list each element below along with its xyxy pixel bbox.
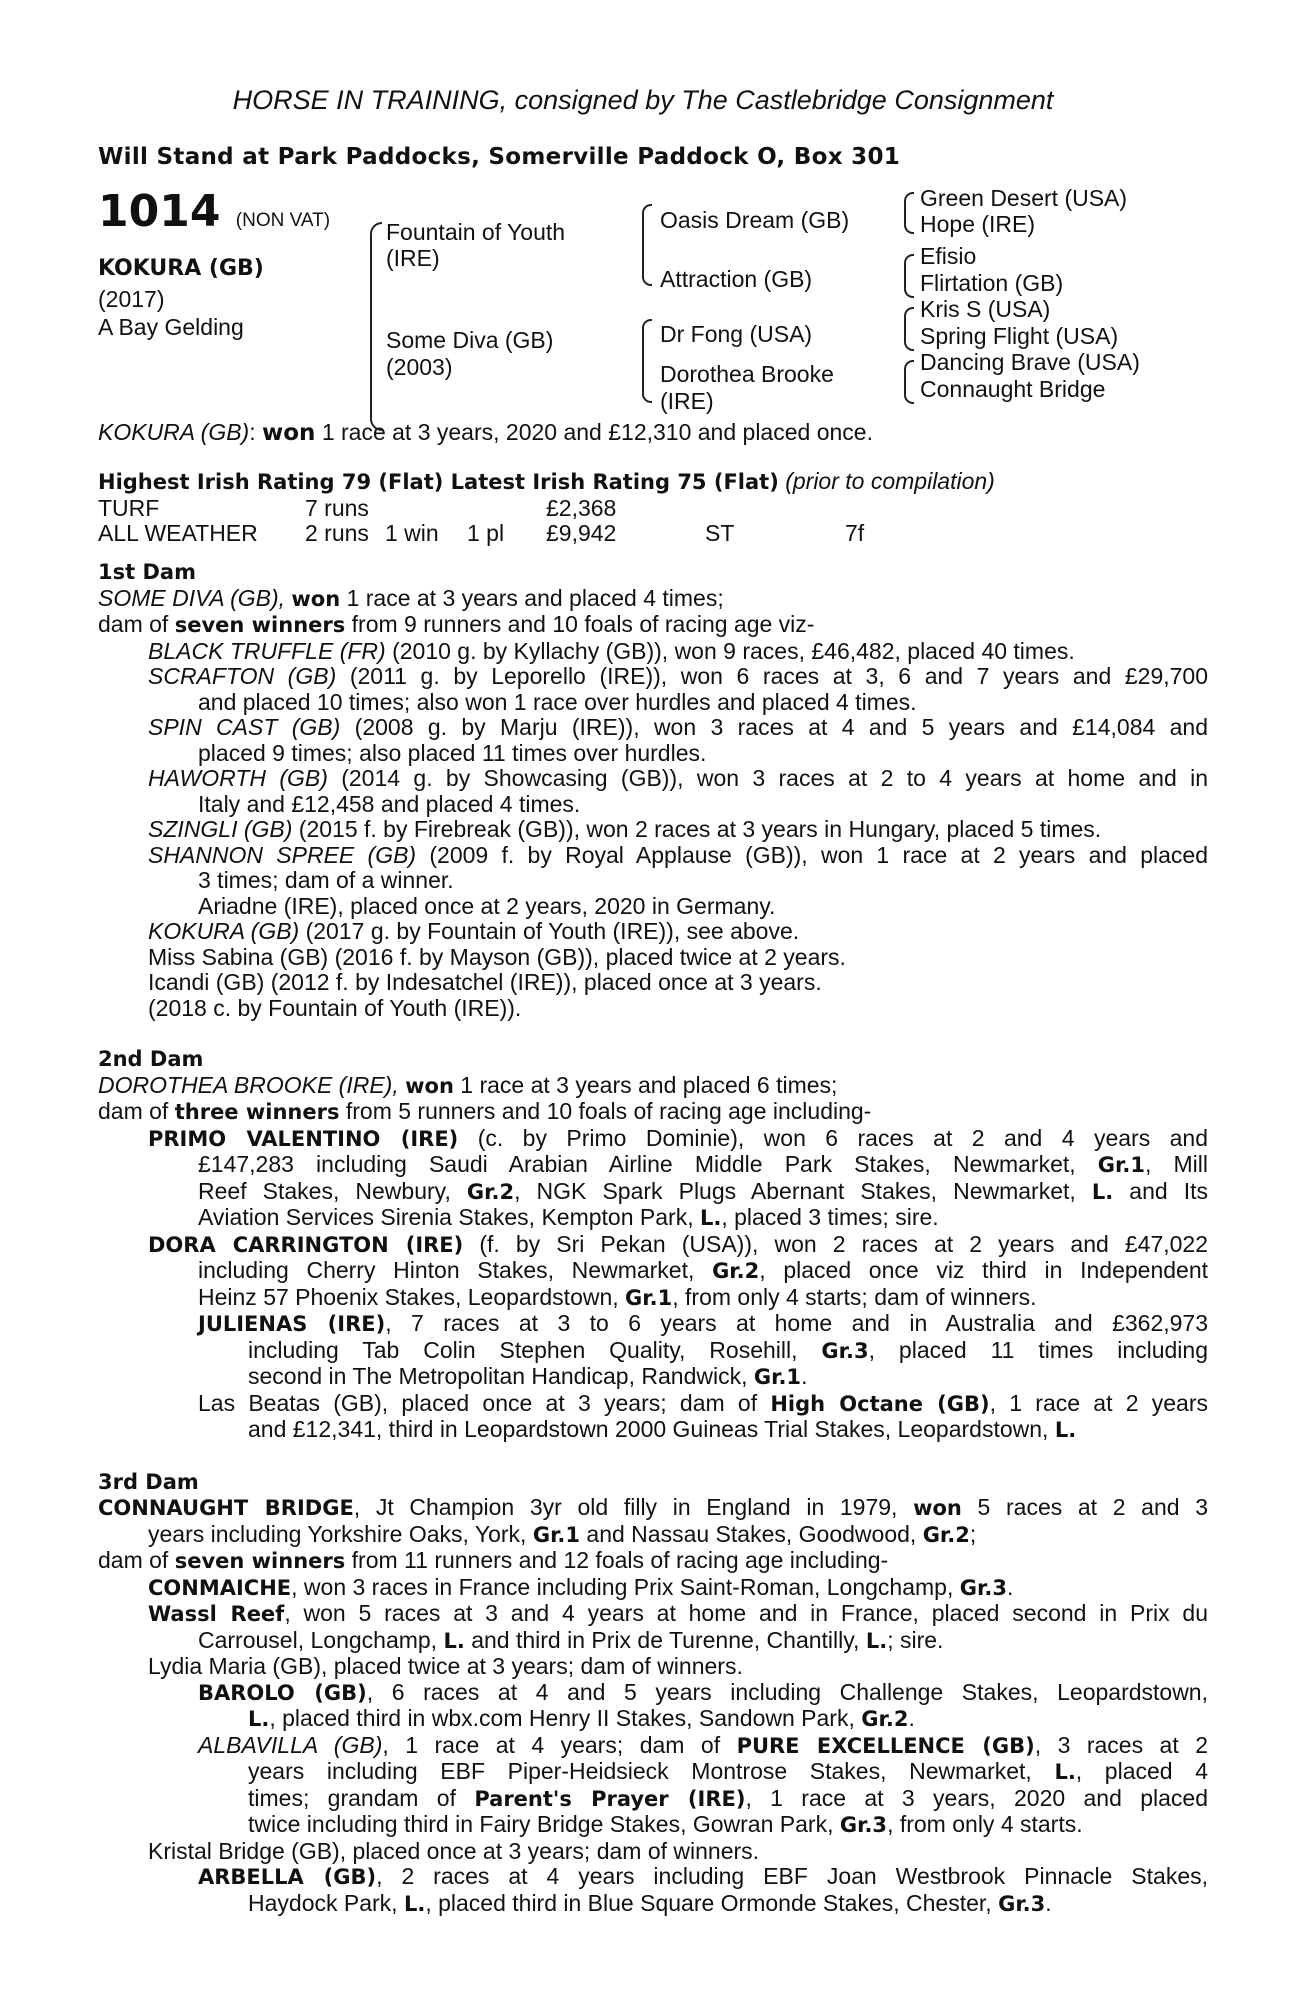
text-line: won	[291, 586, 341, 611]
text-line	[98, 1417, 1208, 1444]
gg-sss: Green Desert (USA)	[920, 185, 1128, 211]
text-line	[98, 1205, 1208, 1232]
stats-earnings: £2,368	[546, 495, 617, 521]
irish-rating	[98, 468, 1208, 495]
text-line: , from only 4 starts; dam of winners.	[672, 1283, 1037, 1310]
text-line: (2018 c. by Fountain of Youth (IRE)).	[148, 994, 522, 1021]
text-line: Gr.3	[821, 1338, 869, 1363]
text-line: L.	[1054, 1760, 1076, 1784]
text-line: KOKURA (GB)	[148, 918, 300, 944]
text-line: won	[405, 1073, 454, 1098]
text-line: from 11 runners and 12 foals of racing age including-	[351, 1547, 889, 1573]
text-line: , Jt Champion 3yr old filly in England in 1979,	[353, 1494, 898, 1520]
text-line: , 6 races at 4 and 5 years including Challenge Stakes, Leopardstown,	[366, 1678, 1208, 1705]
text-line: , 1 race at 3 years, 2020 and placed	[745, 1784, 1208, 1811]
vat-status: (NON VAT)	[235, 210, 331, 231]
text-line	[98, 715, 1208, 741]
sire-name: Fountain of Youth	[386, 219, 566, 245]
stats-wins: 1 win	[385, 520, 439, 546]
catalogue-page	[98, 85, 1208, 1917]
text-line	[98, 1391, 1208, 1418]
third-dam-section	[98, 1470, 1208, 1918]
text-line: years including EBF Piper-Heidsieck Montrose Stakes, Newmarket,	[248, 1758, 1032, 1784]
text-line	[98, 586, 1208, 613]
text-line	[98, 1575, 1208, 1602]
text-line	[98, 1495, 1208, 1522]
second-dam-section	[98, 1047, 1208, 1444]
section-heading: 2nd Dam	[98, 1047, 204, 1071]
horse-year: (2017)	[98, 286, 165, 312]
text-line: Italy and £12,458 and placed 4 times.	[198, 790, 581, 817]
text-line: .	[1006, 1573, 1014, 1600]
text-line: , placed third in Blue Square Ormonde Stakes, Chester,	[425, 1889, 992, 1916]
dam-year: (2003)	[386, 354, 453, 380]
text-line: dam of	[98, 1098, 169, 1124]
text-line: years including Yorkshire Oaks, York,	[148, 1520, 527, 1547]
text-line: L.	[699, 1206, 722, 1230]
section-heading: 3rd Dam	[98, 1469, 199, 1494]
text-line: dam of	[98, 611, 169, 637]
text-line: (c. by Primo Dominie), won 6 races at 2 and 4 years and	[477, 1124, 1209, 1151]
text-line: Las Beatas (GB), placed once at 3 years; dam of	[198, 1389, 758, 1416]
text-line	[98, 766, 1208, 792]
stats-runs: 7 runs	[305, 495, 369, 521]
brace-ss	[904, 192, 914, 234]
text-line: DOROTHEA BROOKE (IRE),	[98, 1071, 399, 1098]
text-line: , from only 4 starts.	[887, 1811, 1083, 1837]
text-line: , Mill	[1145, 1151, 1209, 1177]
stats-surface: TURF	[98, 495, 160, 521]
text-line: (prior to compilation)	[785, 468, 995, 494]
text-line: Gr.1	[532, 1522, 581, 1547]
text-line: ALBAVILLA (GB)	[198, 1731, 383, 1758]
text-line: L.	[1054, 1418, 1077, 1442]
pedigree-block	[98, 174, 1208, 419]
text-line: Gr.2	[466, 1179, 515, 1204]
text-line	[98, 1548, 1208, 1575]
text-line: Miss Sabina (GB) (2016 f. by Mayson (GB)), placed twice at 2 years.	[148, 943, 846, 970]
text-line: SPIN CAST (GB)	[148, 714, 341, 740]
text-line: Highest Irish Rating 79 (Flat) Latest Irish Rating 75 (Flat)	[98, 470, 779, 494]
text-line: won	[262, 420, 316, 446]
text-line	[98, 1179, 1208, 1206]
text-line: dam of	[98, 1547, 169, 1573]
text-line: 1014	[98, 186, 221, 237]
text-line: Wassl Reef	[148, 1602, 285, 1626]
text-line	[98, 1285, 1208, 1312]
page-title: HORSE IN TRAINING, consigned by The Castlebridge Consignment	[232, 85, 1054, 115]
text-line: , 1 race at 4 years; dam of	[382, 1731, 721, 1758]
text-line: Gr.3	[959, 1575, 1007, 1600]
text-line: CONNAUGHT BRIDGE	[98, 1496, 354, 1520]
text-line	[98, 817, 1208, 843]
text-line	[98, 1073, 1208, 1100]
gg-dds: Dancing Brave (USA)	[920, 349, 1140, 375]
text-line: SCRAFTON (GB)	[148, 663, 337, 689]
text-line: Ariadne (IRE), placed once at 2 years, 2020 in Germany.	[198, 892, 776, 919]
text-line	[98, 1364, 1208, 1391]
text-line: seven winners	[174, 613, 346, 637]
gg-ddd: Connaught Bridge	[920, 376, 1106, 402]
text-line: L.	[403, 1891, 426, 1916]
text-line: Gr.2	[712, 1259, 760, 1283]
text-line: L.	[443, 1628, 465, 1653]
text-line: , placed 11 times including	[868, 1336, 1208, 1363]
text-line	[98, 612, 1208, 639]
text-line: PURE EXCELLENCE (GB)	[736, 1733, 1035, 1758]
text-line: including Tab Colin Stephen Quality, Rosehill,	[248, 1336, 798, 1363]
text-line: Reef Stakes, Newbury,	[198, 1177, 451, 1204]
text-line	[98, 1864, 1208, 1891]
text-line: three winners	[174, 1100, 340, 1124]
text-line: , 2 races at 4 years including EBF Joan Westbrook Pinnacle Stakes,	[376, 1863, 1209, 1889]
text-line: and £12,341, third in Leopardstown 2000 Guineas Trial Stakes, Leopardstown,	[248, 1416, 1049, 1442]
text-line: placed 9 times; also placed 11 times over hurdles.	[198, 739, 707, 766]
text-line: including Cherry Hinton Stakes, Newmarket,	[198, 1257, 695, 1283]
text-line	[98, 664, 1208, 690]
text-line: SHANNON SPREE (GB)	[148, 841, 417, 868]
text-line: JULIENAS (IRE)	[198, 1312, 386, 1336]
text-line: ARBELLA (GB)	[198, 1865, 377, 1889]
text-line: 3 times; dam of a winner.	[198, 867, 454, 893]
stats-surface: ALL WEATHER	[98, 520, 258, 546]
text-line	[98, 1680, 1208, 1707]
text-line	[98, 1099, 1208, 1126]
text-line: (2008 g. by Marju (IRE)), won 3 races at 4 and 5 years and £14,084 and	[354, 714, 1209, 740]
stats-placed: 1 pl	[467, 520, 505, 546]
text-line: PRIMO VALENTINO (IRE)	[148, 1126, 459, 1151]
text-line: Gr.3	[839, 1813, 888, 1837]
text-line: , 7 races at 3 to 6 years at home and in Australia and £362,973	[385, 1310, 1208, 1336]
text-line: seven winners	[174, 1549, 346, 1573]
gg-dss: Kris S (USA)	[920, 296, 1051, 322]
text-line: .	[908, 1705, 915, 1731]
gg-dsd: Spring Flight (USA)	[920, 323, 1119, 349]
text-line: KOKURA (GB)	[98, 419, 250, 445]
dam-dam: Dorothea Brooke	[660, 361, 834, 387]
brace-ds	[904, 307, 914, 351]
first-dam-section	[98, 560, 1208, 1021]
text-line: 5 races at 2 and 3	[977, 1494, 1208, 1520]
pedigree-brace	[370, 222, 382, 431]
text-line: , 1 race at 2 years	[989, 1389, 1208, 1416]
text-line: Gr.1	[625, 1285, 673, 1310]
text-line: Kristal Bridge (GB), placed once at 3 years; dam of winners.	[148, 1837, 760, 1864]
text-line	[98, 919, 1208, 945]
gg-ssd: Hope (IRE)	[920, 211, 1036, 237]
brace-dd	[904, 360, 914, 404]
stats-earnings: £9,942	[546, 520, 617, 546]
text-line: Parent's Prayer (IRE)	[474, 1786, 746, 1811]
text-line: , placed once viz third in Independent	[759, 1257, 1209, 1283]
text-line	[98, 1891, 1208, 1918]
text-line: L.	[1091, 1179, 1114, 1204]
text-line: L.	[865, 1628, 888, 1653]
text-line: (2017 g. by Fountain of Youth (IRE)), see above.	[305, 918, 800, 944]
text-line: Gr.1	[753, 1365, 802, 1389]
text-line: .	[801, 1363, 808, 1389]
text-line: ;	[969, 1520, 977, 1547]
text-line: BAROLO (GB)	[198, 1680, 367, 1705]
stats-distance: 7f	[845, 520, 865, 546]
text-line: (2010 g. by Kyllachy (GB)), won 9 races, £46,482, placed 40 times.	[392, 637, 1075, 664]
text-line: and placed 10 times; also won 1 race over hurdles and placed 4 times.	[198, 688, 917, 715]
section-heading: 1st Dam	[98, 560, 196, 584]
text-line: Gr.1	[1097, 1153, 1145, 1177]
text-line	[98, 1232, 1208, 1259]
text-line	[98, 1522, 1208, 1549]
horse-sex: A Bay Gelding	[98, 314, 244, 340]
text-line	[98, 1126, 1208, 1153]
sire-dam: Attraction (GB)	[660, 266, 813, 292]
race-stats	[98, 495, 1208, 545]
text-line: (2014 g. by Showcasing (GB)), won 3 races at 2 to 4 years at home and in	[341, 765, 1208, 791]
text-line	[98, 1152, 1208, 1179]
text-line	[98, 1759, 1208, 1786]
text-line: , won 5 races at 3 and 4 years at home and in France, placed second in Prix du	[284, 1600, 1208, 1626]
text-line: from 5 runners and 10 foals of racing age including-	[345, 1098, 872, 1124]
text-line: , NGK Spark Plugs Abernant Stakes, Newmarket,	[514, 1177, 1076, 1204]
stats-going: ST	[705, 520, 735, 546]
text-line	[98, 1786, 1208, 1813]
text-line: and third in Prix de Turenne, Chantilly,	[471, 1626, 860, 1653]
text-line: Gr.2	[861, 1707, 909, 1731]
text-line	[98, 1311, 1208, 1338]
text-line	[98, 1258, 1208, 1285]
text-line: and Its	[1129, 1177, 1208, 1204]
text-line	[98, 1601, 1208, 1628]
stats-runs: 2 runs	[305, 520, 369, 546]
text-line: (2009 f. by Royal Applause (GB)), won 1 race at 2 years and placed	[429, 841, 1208, 868]
text-line: Aviation Services Sirenia Stakes, Kempton Park,	[198, 1204, 694, 1230]
text-line	[98, 639, 1208, 665]
text-line	[98, 843, 1208, 869]
sire-country: (IRE)	[386, 245, 440, 271]
text-line: , placed 3 times; sire.	[721, 1204, 939, 1230]
text-line: CONMAICHE	[148, 1575, 292, 1600]
sire-sire: Oasis Dream (GB)	[660, 207, 850, 233]
gg-sdd: Flirtation (GB)	[920, 270, 1064, 296]
text-line: BLACK TRUFFLE (FR)	[148, 637, 386, 664]
text-line: High Octane (GB)	[770, 1391, 990, 1416]
text-line: times; grandam of	[248, 1784, 456, 1811]
sire-brace	[642, 204, 652, 286]
gg-sds: Efisio	[920, 243, 977, 269]
text-line: and Nassau Stakes, Goodwood,	[586, 1520, 917, 1547]
text-line: ; sire.	[887, 1626, 944, 1653]
text-line: from 9 runners and 10 foals of racing age viz-	[351, 611, 815, 637]
text-line: Icandi (GB) (2012 f. by Indesatchel (IRE)), placed once at 3 years.	[148, 969, 822, 995]
text-line: Gr.3	[998, 1891, 1046, 1916]
dam-sire: Dr Fong (USA)	[660, 321, 813, 347]
text-line	[98, 1733, 1208, 1760]
text-line	[98, 1628, 1208, 1655]
text-line: SOME DIVA (GB),	[98, 584, 286, 611]
text-line: Carrousel, Longchamp,	[198, 1626, 438, 1653]
text-line: .	[1045, 1889, 1052, 1916]
dam-brace	[642, 319, 652, 403]
text-line: won	[913, 1496, 962, 1520]
text-line: L.	[248, 1707, 270, 1731]
text-line	[98, 1338, 1208, 1365]
text-line: twice including third in Fairy Bridge Stakes, Gowran Park,	[248, 1811, 834, 1837]
text-line: Lydia Maria (GB), placed twice at 3 years; dam of winners.	[148, 1653, 743, 1679]
text-line: , placed third in wbx.com Henry II Stakes, Sandown Park,	[269, 1705, 855, 1731]
text-line: SZINGLI (GB)	[148, 816, 293, 842]
text-line: (f. by Sri Pekan (USA)), won 2 races at 2 years and £47,022	[479, 1230, 1208, 1257]
text-line: , placed 4	[1075, 1758, 1208, 1784]
text-line: Heinz 57 Phoenix Stakes, Leopardstown,	[198, 1283, 619, 1310]
text-line: £147,283 including Saudi Arabian Airline Middle Park Stakes, Newmarket,	[198, 1151, 1076, 1177]
lot-number	[98, 186, 330, 237]
text-line: , won 3 races in France including Prix Saint-Roman, Longchamp,	[291, 1573, 954, 1600]
text-line: DORA CARRINGTON (IRE)	[148, 1232, 464, 1257]
brace-sd	[904, 254, 914, 298]
race-summary: KOKURA (GB): won 1 race at 3 years, 2020 and £12,310 and placed once.	[98, 419, 873, 446]
dam-name: Some Diva (GB)	[386, 327, 554, 353]
text-line: Haydock Park,	[248, 1889, 398, 1916]
text-line: HAWORTH (GB)	[148, 765, 328, 791]
text-line: (2015 f. by Firebreak (GB)), won 2 races at 3 years in Hungary, placed 5 times.	[298, 816, 1102, 842]
text-line	[98, 1706, 1208, 1733]
text-line: second in The Metropolitan Handicap, Randwick,	[248, 1363, 748, 1389]
text-line: , 3 races at 2	[1034, 1731, 1208, 1758]
horse-name: KOKURA (GB)	[98, 256, 264, 281]
stand-location: Will Stand at Park Paddocks, Somerville Paddock O, Box 301	[98, 144, 901, 170]
text-line	[98, 1812, 1208, 1839]
text-line: (2011 g. by Leporello (IRE)), won 6 races at 3, 6 and 7 years and £29,700	[349, 663, 1209, 689]
text-line: Gr.2	[922, 1522, 970, 1547]
text-line: 1 race at 3 years and placed 4 times;	[346, 584, 724, 611]
text-line: 1 race at 3 years and placed 6 times;	[460, 1071, 838, 1098]
text-line: 1 race at 3 years, 2020 and £12,310 and placed once.	[321, 419, 873, 445]
dam-dam-country: (IRE)	[660, 388, 714, 414]
